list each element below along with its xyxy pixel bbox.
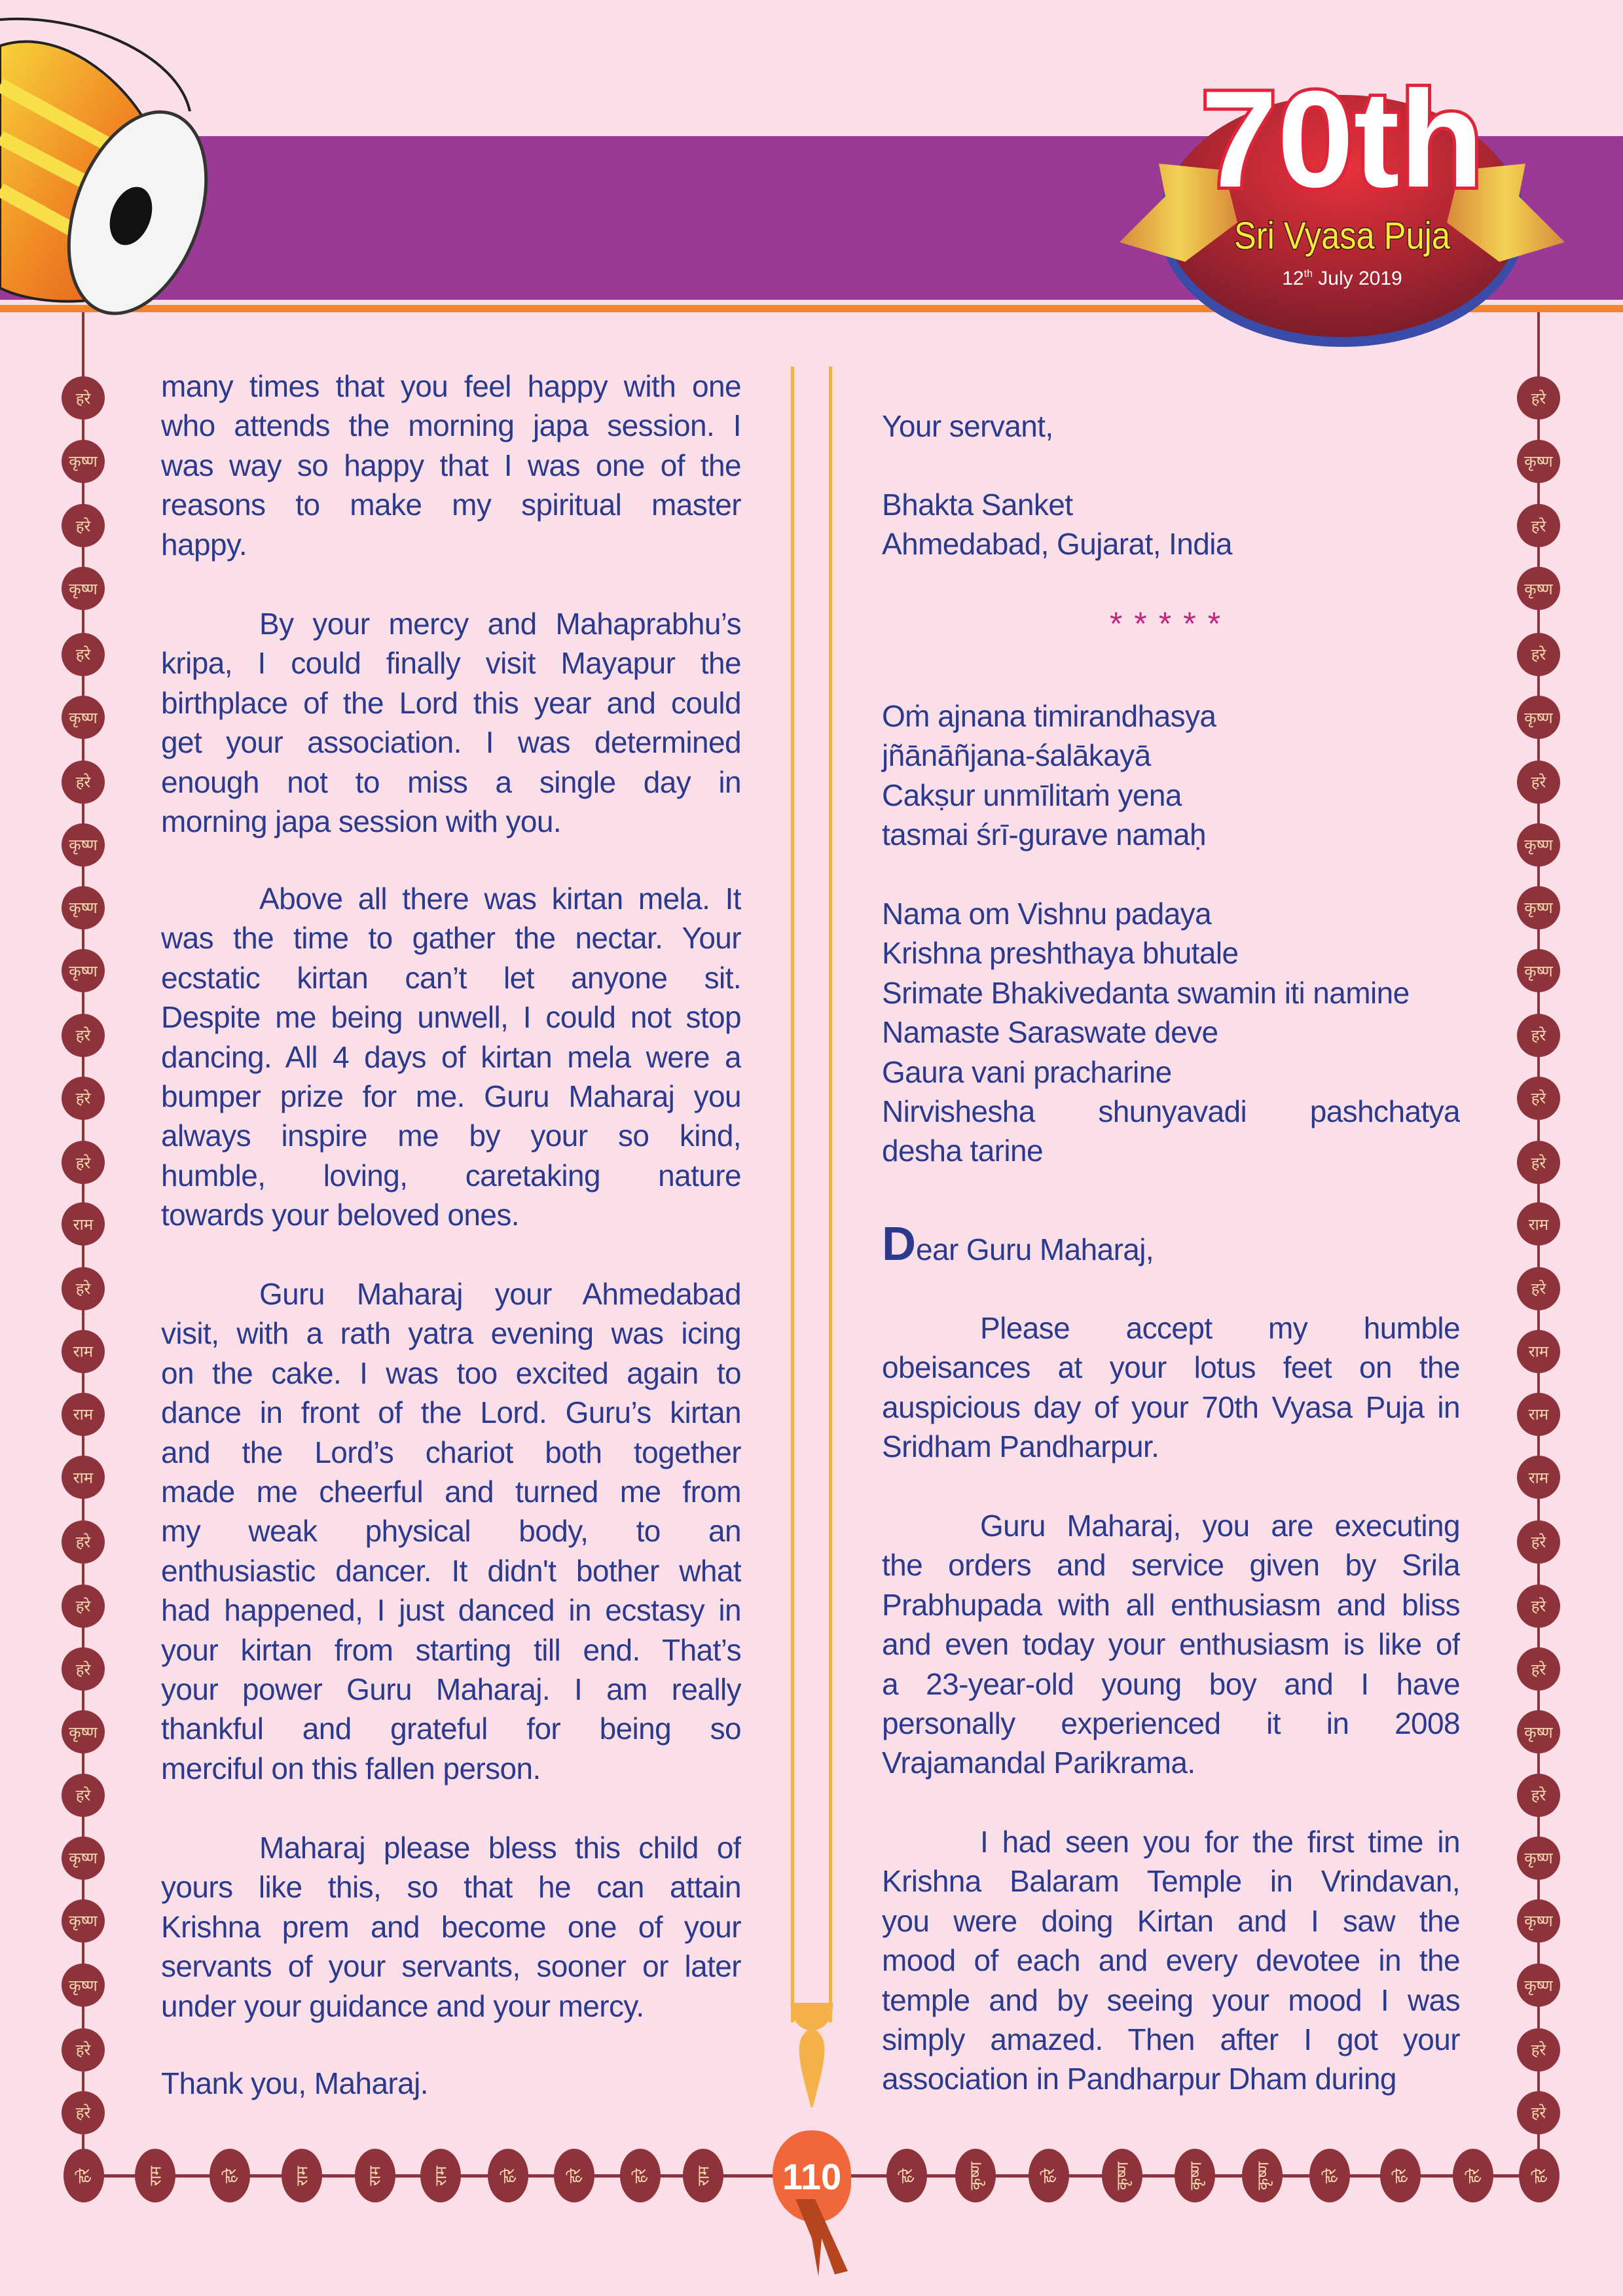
bead-label: हरे [75, 1089, 91, 1108]
bead [1517, 376, 1560, 420]
bead [1517, 1014, 1560, 1057]
salutation [882, 1218, 1460, 1272]
bead-label: हरे [75, 1280, 91, 1299]
bead [62, 1899, 105, 1943]
text-line: made me cheerful and turned me from [161, 1474, 741, 1509]
text-line: Srimate Bhakivedanta swamin iti namine [882, 975, 1410, 1010]
text-line: Krishna prem and become one of your [161, 1909, 741, 1944]
text-line: personally experienced it in 2008 [882, 1706, 1460, 1740]
bead [62, 1141, 105, 1184]
bead [1517, 949, 1560, 992]
bead-label: हरे [1531, 1660, 1546, 1679]
bead [62, 2091, 105, 2134]
text-line: towards your beloved ones. [161, 1198, 519, 1232]
text-line: was the time to gather the nectar. Your [161, 921, 741, 956]
text-line: under your guidance and your mercy. [161, 1988, 644, 2023]
text-line: always inspire me by your so kind, [161, 1119, 741, 1153]
text-line: had happened, I just danced in ecstasy in [161, 1593, 741, 1628]
bead-label: हरे [75, 645, 91, 664]
separator-stars: ***** [1109, 605, 1233, 642]
bead-label: हरे [1040, 2168, 1059, 2183]
text-line: and even today your enthusiasm is like of [882, 1627, 1460, 1662]
bead-label: कृष्ण [1524, 1912, 1553, 1931]
bead-label: कृष्ण [1524, 1723, 1553, 1742]
text-line: get your association. I was determined [161, 725, 741, 760]
bead-label: राम [73, 1468, 94, 1487]
text-line: Prabhupada with all enthusiasm and bliss [882, 1587, 1460, 1622]
bead [62, 440, 105, 483]
bead-label: हरे [1531, 1089, 1546, 1108]
bead [62, 949, 105, 992]
bead-label: राम [366, 2165, 385, 2186]
bead [1517, 567, 1560, 610]
text-line: desha tarine [882, 1134, 1043, 1168]
bead-label: हरे [499, 2168, 518, 2183]
paragraph [161, 879, 741, 1235]
bead [554, 2149, 594, 2202]
text-line: Thank you, Maharaj. [161, 2066, 428, 2100]
bead-label: हरे [898, 2168, 917, 2183]
bead [62, 823, 105, 867]
text-line: servants of your servants, sooner or later [161, 1949, 741, 1984]
divider-line-right [829, 367, 832, 2022]
bead-label: कृष्ण [69, 836, 98, 855]
bead [62, 1330, 105, 1373]
bead-label: हरे [1531, 2041, 1546, 2060]
text-line: Guru Maharaj your Ahmedabad [259, 1277, 741, 1311]
text-line: Krishna preshthaya bhutale [882, 936, 1239, 971]
bead-label: हरे [75, 1153, 91, 1172]
bead-label: हरे [75, 2041, 91, 2060]
text-line: temple and by seeing your mood I was [882, 1982, 1460, 2017]
text-line: was way so happy that I was one of the [161, 448, 741, 482]
bead [1517, 1585, 1560, 1628]
bead-label: हरे [75, 2104, 91, 2123]
bead-label: हरे [1391, 2168, 1410, 2183]
bead [1517, 1330, 1560, 1373]
bead-label: राम [293, 2165, 312, 2186]
para-block [882, 1506, 1460, 1783]
bead-label: हरे [75, 1533, 91, 1552]
tassel-icon [782, 2199, 854, 2278]
bead [1517, 2091, 1560, 2134]
bead-label: हरे [1531, 2104, 1546, 2123]
bead [62, 1837, 105, 1880]
bead-label: कृष्ण [1524, 836, 1553, 855]
text-line: Above all there was kirtan mela. It [259, 882, 741, 916]
text-line: simply amazed. Then after I got your [882, 2022, 1460, 2056]
bead [1517, 1710, 1560, 1753]
verse-block [882, 696, 1460, 855]
text-line: you were doing Kirtan and I saw the [882, 1903, 1460, 1938]
bead-label: हरे [1531, 1153, 1546, 1172]
paragraph [161, 1828, 741, 2026]
bead-label: हरे [221, 2168, 240, 2183]
salutation-initial: D [882, 1218, 916, 1270]
text-line: your power Guru Maharaj. I am really [161, 1672, 741, 1706]
bead-label: राम [146, 2165, 165, 2186]
bead-label: हरे [1531, 516, 1546, 535]
bead-label: राम [1528, 1215, 1549, 1234]
text-line: Please accept my humble [980, 1311, 1460, 1345]
bead [62, 886, 105, 929]
badge-title: Sri Vyasa Puja [1234, 215, 1451, 257]
bead [62, 2028, 105, 2072]
bead-label: कृष्ण [1524, 1849, 1553, 1868]
text-line: merciful on this fallen person. [161, 1751, 541, 1785]
bead [1517, 696, 1560, 739]
bead [1517, 823, 1560, 867]
page-number: 110 [773, 2130, 851, 2222]
bead [1517, 1077, 1560, 1120]
bead [1517, 1647, 1560, 1691]
paragraph [161, 1274, 741, 1788]
text-line: who attends the morning japa session. I [161, 408, 741, 443]
badge-date: 12th July 2019 [1282, 268, 1402, 289]
bead-label: राम [73, 1215, 94, 1234]
anniversary-badge [1106, 59, 1578, 353]
bead-label: राम [1528, 1468, 1549, 1487]
text-line: Gaura vani pracharine [882, 1054, 1172, 1089]
bead-label: राम [694, 2165, 713, 2186]
bead-label: कृष्ण [69, 452, 98, 471]
paragraph [161, 2064, 741, 2103]
bead-label: हरे [75, 1786, 91, 1805]
text-line: Maharaj please bless this child of [259, 1831, 741, 1865]
bead [1517, 1393, 1560, 1436]
mridanga-drum-icon [0, 0, 223, 321]
bead-label: हरे [75, 1026, 91, 1045]
text-line: mood of each and every devotee in the [882, 1943, 1460, 1978]
bead [355, 2149, 395, 2202]
text-line: Bhakta Sanket [882, 488, 1073, 522]
bead-label: राम [1528, 1342, 1549, 1361]
text-line: Vrajamandal Parikrama. [882, 1746, 1195, 1780]
bead-label: कृष्ण [1113, 2161, 1132, 2190]
bead-label: हरे [1321, 2168, 1340, 2183]
text-line: enough not to miss a single day in [161, 764, 741, 799]
text-line: and the Lord’s chariot both together [161, 1435, 741, 1469]
bead [1517, 1899, 1560, 1943]
bead [886, 2149, 927, 2202]
bead-label: कृष्ण [1253, 2161, 1272, 2190]
text-line: I had seen you for the first time in [980, 1825, 1460, 1859]
bead [62, 1647, 105, 1691]
text-line: humble, loving, caretaking nature [161, 1158, 741, 1193]
bead [1517, 633, 1560, 676]
text-line: kripa, I could finally visit Mayapur the [161, 646, 741, 681]
bead [1517, 440, 1560, 483]
bead [62, 1456, 105, 1499]
bead [1175, 2149, 1215, 2202]
bead-label: कृष्ण [69, 961, 98, 980]
text-line: my weak physical body, to an [161, 1514, 741, 1549]
bead [135, 2149, 175, 2202]
bead [1517, 1141, 1560, 1184]
bead [62, 696, 105, 739]
bead [62, 1393, 105, 1436]
text-line: many times that you feel happy with one [161, 369, 741, 403]
bead-label: कृष्ण [69, 1849, 98, 1868]
text-line: Oṁ ajnana timirandhasya [882, 699, 1216, 733]
text-line: thankful and grateful for being so [161, 1712, 741, 1746]
para-block [882, 1308, 1460, 1467]
bead [1517, 504, 1560, 547]
text-line: Ahmedabad, Gujarat, India [882, 527, 1232, 562]
bead [62, 633, 105, 676]
bead [62, 1964, 105, 2007]
salutation-text: ear Guru Maharaj, [916, 1232, 1154, 1266]
bead-label: कृष्ण [1524, 961, 1553, 980]
bead [488, 2149, 528, 2202]
bead-label: हरे [75, 773, 91, 792]
bead [1453, 2149, 1493, 2202]
bead [1380, 2149, 1421, 2202]
bead-label: कृष्ण [1524, 708, 1553, 727]
bead [62, 567, 105, 610]
bead [1029, 2149, 1069, 2202]
signature-block [882, 485, 1460, 564]
bead-label: हरे [1531, 1026, 1546, 1045]
bead-label: हरे [1530, 2168, 1549, 2183]
text-line: Krishna Balaram Temple in Vrindavan, [882, 1864, 1460, 1899]
paragraph [161, 367, 741, 564]
bead-label: हरे [1531, 1533, 1546, 1552]
text-line: Guru Maharaj, you are executing [980, 1509, 1460, 1543]
text-line: visit, with a rath yatra evening was icing [161, 1316, 741, 1351]
text-line: jñānāñjana-śalākayā [882, 738, 1151, 773]
text-line: yours like this, so that he can attain [161, 1870, 741, 1905]
bead-label: हरे [1464, 2168, 1483, 2183]
text-line: Your servant, [882, 409, 1053, 443]
text-line: ecstatic kirtan can’t let anyone sit. [161, 960, 741, 995]
bead [1517, 1267, 1560, 1310]
bead-label: हरे [75, 516, 91, 535]
text-line: association in Pandharpur Dham during [882, 2062, 1396, 2096]
bead-label: हरे [1531, 773, 1546, 792]
bead [62, 1014, 105, 1057]
bead [62, 1585, 105, 1628]
text-line: tasmai śrī-gurave namaḥ [882, 817, 1206, 852]
bead-label: हरे [631, 2168, 650, 2183]
bead-label: हरे [75, 1597, 91, 1616]
bead-label: हरे [1531, 1597, 1546, 1616]
text-line: Sridham Pandharpur. [882, 1429, 1159, 1464]
text-line: obeisances at your lotus feet on the [882, 1350, 1460, 1385]
bead [1517, 1456, 1560, 1499]
bead [62, 1077, 105, 1120]
text-line: your kirtan from starting till end. That’s [161, 1632, 741, 1667]
bead-label: हरे [565, 2168, 584, 2183]
text-line: Cakṣur unmīlitaṁ yena [882, 778, 1182, 812]
bead [1517, 886, 1560, 929]
bead [683, 2149, 723, 2202]
bead [62, 1202, 105, 1246]
bead-label: राम [1528, 1405, 1549, 1424]
bead-label: हरे [75, 389, 91, 408]
bead-label: कृष्ण [69, 899, 98, 918]
text-line: birthplace of the Lord this year and could [161, 685, 741, 720]
bead-label: हरे [75, 2168, 93, 2183]
bead-label: हरे [1531, 1786, 1546, 1805]
bead [62, 1774, 105, 1817]
text-line: Nirvishesha shunyavadi pashchatya [882, 1094, 1460, 1128]
divider-drop-ornament [789, 2003, 835, 2108]
bead [420, 2149, 461, 2202]
divider-line-left [791, 367, 794, 2022]
text-line: happy. [161, 527, 247, 562]
bead-label: कृष्ण [69, 1912, 98, 1931]
bead [1517, 1964, 1560, 2007]
bead [62, 1710, 105, 1753]
bead-label: हरे [1531, 389, 1546, 408]
bead-label: हरे [1531, 1280, 1546, 1299]
bead [1517, 761, 1560, 804]
bead [1517, 2028, 1560, 2072]
bead [1309, 2149, 1350, 2202]
verseb-block [882, 1092, 1460, 1171]
bead [64, 2149, 104, 2202]
text-line: By your mercy and Mahaprabhu’s [259, 607, 741, 641]
text-line: morning japa session with you. [161, 804, 561, 838]
bead [62, 504, 105, 547]
text-line: Namaste Saraswate deve [882, 1015, 1218, 1050]
bead-label: हरे [1531, 645, 1546, 664]
bead [1519, 2149, 1559, 2202]
bead [62, 761, 105, 804]
bead-label: कृष्ण [1524, 452, 1553, 471]
bead-label: कृष्ण [1524, 579, 1553, 598]
text-line: a 23-year-old young boy and I have [882, 1666, 1460, 1701]
bead-label: कृष्ण [1524, 899, 1553, 918]
text-line: dancing. All 4 days of kirtan mela were a [161, 1039, 741, 1074]
bead [955, 2149, 996, 2202]
text-line: bumper prize for me. Guru Maharaj you [161, 1079, 741, 1113]
text-line: Despite me being unwell, I could not stop [161, 1000, 741, 1035]
bead [620, 2149, 661, 2202]
text-line: reasons to make my spiritual master [161, 488, 741, 522]
bead [1517, 1774, 1560, 1817]
badge-number: 70th [1201, 62, 1484, 216]
bead [1517, 1520, 1560, 1564]
text-line: the orders and service given by Srila [882, 1548, 1460, 1583]
bead [210, 2149, 250, 2202]
bead [62, 376, 105, 420]
bead-label: कृष्ण [1524, 1976, 1553, 1995]
bead-label: कृष्ण [69, 1723, 98, 1742]
bead [62, 1267, 105, 1310]
bead [1242, 2149, 1283, 2202]
bead [282, 2149, 322, 2202]
bead [1102, 2149, 1142, 2202]
bead [62, 1520, 105, 1564]
bead-label: कृष्ण [69, 1976, 98, 1995]
bead-label: हरे [75, 1660, 91, 1679]
bead [1517, 1202, 1560, 1246]
bead-label: राम [73, 1405, 94, 1424]
text-line: auspicious day of your 70th Vyasa Puja in [882, 1390, 1460, 1424]
closing-block [882, 406, 1460, 446]
bead-label: कृष्ण [69, 708, 98, 727]
paragraph [161, 604, 741, 841]
bead-label: कृष्ण [1186, 2161, 1205, 2190]
bead-label: राम [431, 2165, 450, 2186]
text-line: Nama om Vishnu padaya [882, 897, 1212, 931]
bead-label: कृष्ण [966, 2161, 985, 2190]
para-block [882, 1822, 1460, 2099]
text-line: on the cake. I was too excited again to [161, 1355, 741, 1390]
verse-block [882, 894, 1460, 1092]
bead-label: राम [73, 1342, 94, 1361]
text-line: dance in front of the Lord. Guru’s kirtan [161, 1395, 741, 1430]
bead-label: कृष्ण [69, 579, 98, 598]
text-line: enthusiastic dancer. It didn't bother what [161, 1553, 741, 1588]
bead [1517, 1837, 1560, 1880]
